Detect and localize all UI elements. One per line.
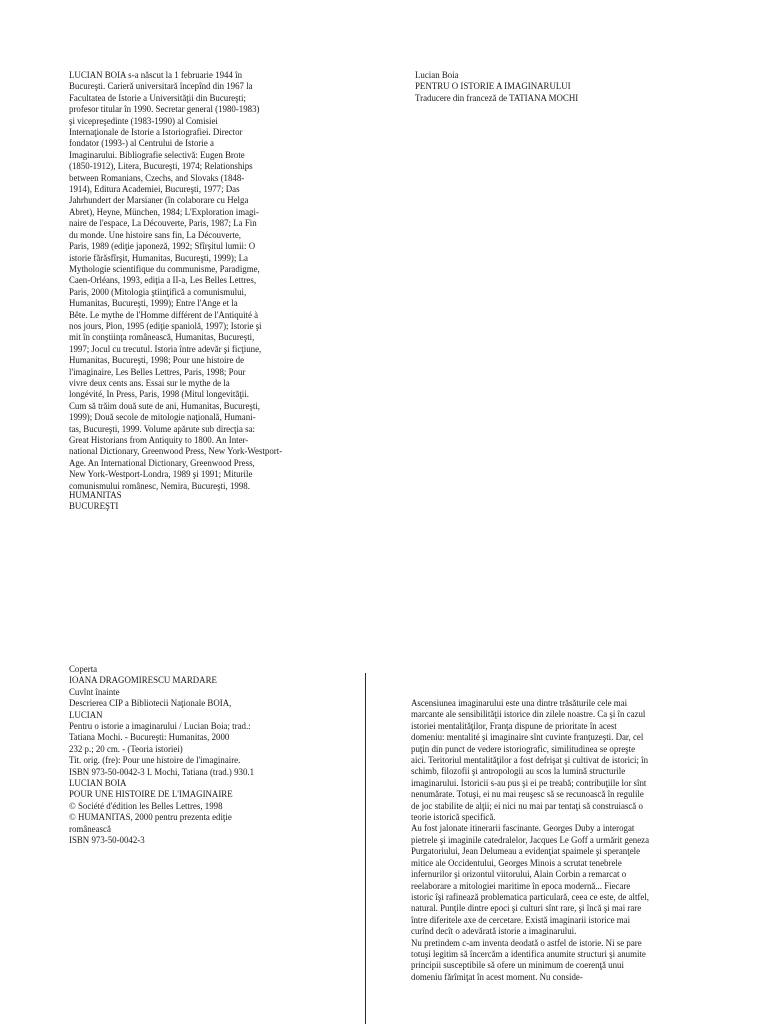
text-line: Cuvînt înainte xyxy=(69,686,120,697)
text-line: BUCUREŞTI xyxy=(69,501,119,512)
text-line: fondator (1993-) al Centrului de Istorie a xyxy=(69,138,214,149)
text-line: Pentru o istorie a imaginarului / Lucian Boia; trad.: xyxy=(69,721,251,732)
text-line: istoriei mentalităţilor, Franţa dispune de prioritate în acest xyxy=(411,720,617,731)
text-line: comunismului românesc, Nemira, Bucureşti, 1998. xyxy=(69,480,250,491)
text-line: POUR UNE HISTOIRE DE L'IMAGINAIRE xyxy=(69,789,233,800)
text-line: şi vicepreşedinte (1983-1990) al Comisiei xyxy=(69,115,218,126)
text-line: infernurilor şi orizontul viitorului, Alain Corbin a remarcat o xyxy=(411,869,627,880)
text-line: principii susceptibile să ofere un minimum de coerenţă unui xyxy=(411,960,624,971)
text-line: totuşi legitim să încercăm a identifica anumite structuri şi anumite xyxy=(411,948,646,959)
text-line: LUCIAN BOIA s-a născut la 1 februarie 1944 în xyxy=(69,70,243,80)
text-line: 232 p.; 20 cm. - (Teoria istoriei) xyxy=(69,743,183,754)
text-line: nos jours, Plon, 1995 (ediţie spaniolă, 1997); Istorie şi xyxy=(69,320,262,331)
text-line: Imaginarului. Bibliografie selectivă: Eugen Brote xyxy=(69,149,245,160)
text-line: Bucureşti. Carieră universitară începînd din 1967 la xyxy=(69,81,253,92)
text-line: Humanitas, Bucureşti, 1998; Pour une histoire de xyxy=(69,355,245,366)
text-line: marcante ale sensibilităţii istorice din zilele noastre. Ca şi în cazul xyxy=(411,709,646,720)
text-line: istorie fărăsfîrşit, Humanitas, Bucureşti, 1999); La xyxy=(69,252,248,263)
cip-description xyxy=(69,664,254,847)
text-line: schimb, filozofii şi antropologii au scos la lumină structurile xyxy=(411,766,626,777)
text-line: reelaborare a mitologiei maritime în epoca modernă... Fiecare xyxy=(411,880,631,891)
text-line: nenumărate. Totuşi, ei nu mai reuşesc să se recunoască în regulile xyxy=(411,789,644,800)
text-line: mit în conştiinţa românească, Humanitas, Bucureşti, xyxy=(69,332,255,343)
text-line: PENTRU O ISTORIE A IMAGINARULUI xyxy=(415,81,571,92)
publisher-imprint xyxy=(69,490,122,513)
text-line: Descrierea CIP a Bibliotecii Naţionale BOIA, xyxy=(69,698,232,709)
text-line: Tit. orig. (fre): Pour une histoire de l'imaginaire. xyxy=(69,755,241,766)
text-line: 1914), Editura Academiei, Bucureşti, 1977; Das xyxy=(69,184,240,195)
text-line: Age. An International Dictionary, Greenwood Press, xyxy=(69,457,255,468)
text-line: Bête. Le mythe de l'Homme différent de l'Antiquité à xyxy=(69,309,259,320)
text-line: profesor titular în 1990. Secretar general (1980-1983) xyxy=(69,104,260,115)
text-line: HUMANITAS xyxy=(69,490,122,500)
text-line: domeniu fărîmiţat în acest moment. Nu conside- xyxy=(411,971,583,982)
text-line: Coperta xyxy=(69,664,98,674)
text-line: ISBN 973-50-0042-3 xyxy=(69,835,145,846)
text-line: curînd decît o adevărată istorie a imaginarului. xyxy=(411,926,577,937)
text-line: Humanitas, Bucureşti, 1999); Entre l'Ange et la xyxy=(69,298,238,309)
text-line: between Romanians, Czechs, and Slovaks (1848- xyxy=(69,172,245,183)
text-line: national Dictionary, Greenwood Press, New York-Westport- xyxy=(69,446,283,457)
text-line: New York-Westport-Londra, 1989 şi 1991; Miturile xyxy=(69,469,253,480)
text-line: Nu pretindem c-am inventa deodată o astfel de istorie. Ni se pare xyxy=(411,937,642,948)
text-line: vivre deux cents ans. Essai sur le mythe de la xyxy=(69,377,230,388)
text-line: între diferitele axe de cercetare. Există imaginarii istorice mai xyxy=(411,914,631,925)
text-line: Tatiana Mochi. - Bucureşti: Humanitas, 2000 xyxy=(69,732,230,743)
text-line: Mythologie scientifique du communisme, Paradigme, xyxy=(69,263,260,274)
text-line: Jahrhundert der Marsianer (în colaborare cu Helga xyxy=(69,195,249,206)
text-line: istoric îşi rafinează problematica particulară, ceea ce este, de altfel, xyxy=(411,891,650,902)
text-line: Lucian Boia xyxy=(415,70,459,80)
text-line: imaginarului. Istoricii s-au pus şi ei pe treabă; contribuţiile lor sînt xyxy=(411,777,647,788)
column-divider xyxy=(365,673,366,1024)
text-line: © HUMANITAS, 2000 pentru prezenta ediţie xyxy=(69,812,232,823)
author-biography xyxy=(69,70,369,492)
text-line: Paris, 2000 (Mitologia ştiinţifică a comunismului, xyxy=(69,286,247,297)
text-line: Internaţionale de Istorie a Istoriografiei. Director xyxy=(69,127,243,138)
text-line: LUCIAN xyxy=(69,709,103,720)
text-line: Traducere din franceză de TATIANA MOCHI xyxy=(415,92,579,103)
text-line: Ascensiunea imaginarului este una dintre trăsăturile cele mai xyxy=(411,698,628,708)
text-line: 1997; Jocul cu trecutul. Istoria între adevăr şi ficţiune, xyxy=(69,343,262,354)
text-line: Abret), Heyne, München, 1984; L'Exploration imagi- xyxy=(69,206,259,217)
text-line: naire de l'espace, La Découverte, Paris, 1987; La Fin xyxy=(69,218,257,229)
text-line: Great Historians from Antiquity to 1800. An Inter- xyxy=(69,435,249,445)
text-line: ISBN 973-50-0042-3 I. Mochi, Tatiana (trad.) 930.1 xyxy=(69,766,255,777)
text-line: de joc stabilite de alţii; ei nici nu mai par tentaţi să construiască o xyxy=(411,800,643,811)
text-line: Caen-Orléans, 1993, ediţia a II-a, Les Belles Lettres, xyxy=(69,275,257,286)
text-line: teorie istorică specifică. xyxy=(411,812,496,823)
text-line: Cum să trăim două sute de ani, Humanitas, Bucureşti, xyxy=(69,400,261,411)
text-line: du monde. Une histoire sans fin, La Découverte, xyxy=(69,229,242,240)
text-line: l'imaginaire, Les Belles Lettres, Paris, 1998; Pour xyxy=(69,366,246,377)
text-line: mitice ale Occidentului, Georges Minois a scrutat tenebrele xyxy=(411,857,622,868)
text-line: puţin din punct de vedere istoriografic, similitudinea se opreşte xyxy=(411,743,636,754)
text-line: românească xyxy=(69,823,111,834)
text-line: IOANA DRAGOMIRESCU MARDARE xyxy=(69,675,217,686)
text-line: pietrele şi imaginile catedralelor, Jacques Le Goff a urmărit geneza xyxy=(411,834,650,845)
text-line: longévité, In Press, Paris, 1998 (Mitul longevităţii. xyxy=(69,389,249,400)
title-credit xyxy=(415,70,578,104)
text-line: © Société d'édition les Belles Lettres, 1998 xyxy=(69,800,223,811)
text-line: LUCIAN BOIA xyxy=(69,778,127,789)
introduction-text xyxy=(411,698,649,983)
text-line: natural. Punţile dintre epoci şi culturi sînt rare, şi încă şi mai rare xyxy=(411,903,642,914)
text-line: Au fost jalonate itinerarii fascinante. Georges Duby a interogat xyxy=(411,823,635,834)
text-line: (1850-1912), Litera, Bucureşti, 1974; Relationships xyxy=(69,161,253,172)
text-line: Facultatea de Istorie a Universităţii din Bucureşti; xyxy=(69,92,246,103)
text-line: aici. Teritoriul mentalităţilor a fost defrişat şi cultivat de istorici; în xyxy=(411,755,649,766)
text-line: 1999); Două secole de mitologie naţională, Humani- xyxy=(69,412,256,423)
text-line: tas, Bucureşti, 1999. Volume apărute sub direcţia sa: xyxy=(69,423,256,434)
text-line: Paris, 1989 (ediţie japoneză, 1992; Sfîrşitul lumii: O xyxy=(69,241,256,252)
text-line: Purgatoriului, Jean Delumeau a evidenţiat spaimele şi speranţele xyxy=(411,846,641,857)
text-line: domeniu: mentalité şi imaginaire sînt cuvinte franţuzeşti. Dar, cel xyxy=(411,732,644,743)
